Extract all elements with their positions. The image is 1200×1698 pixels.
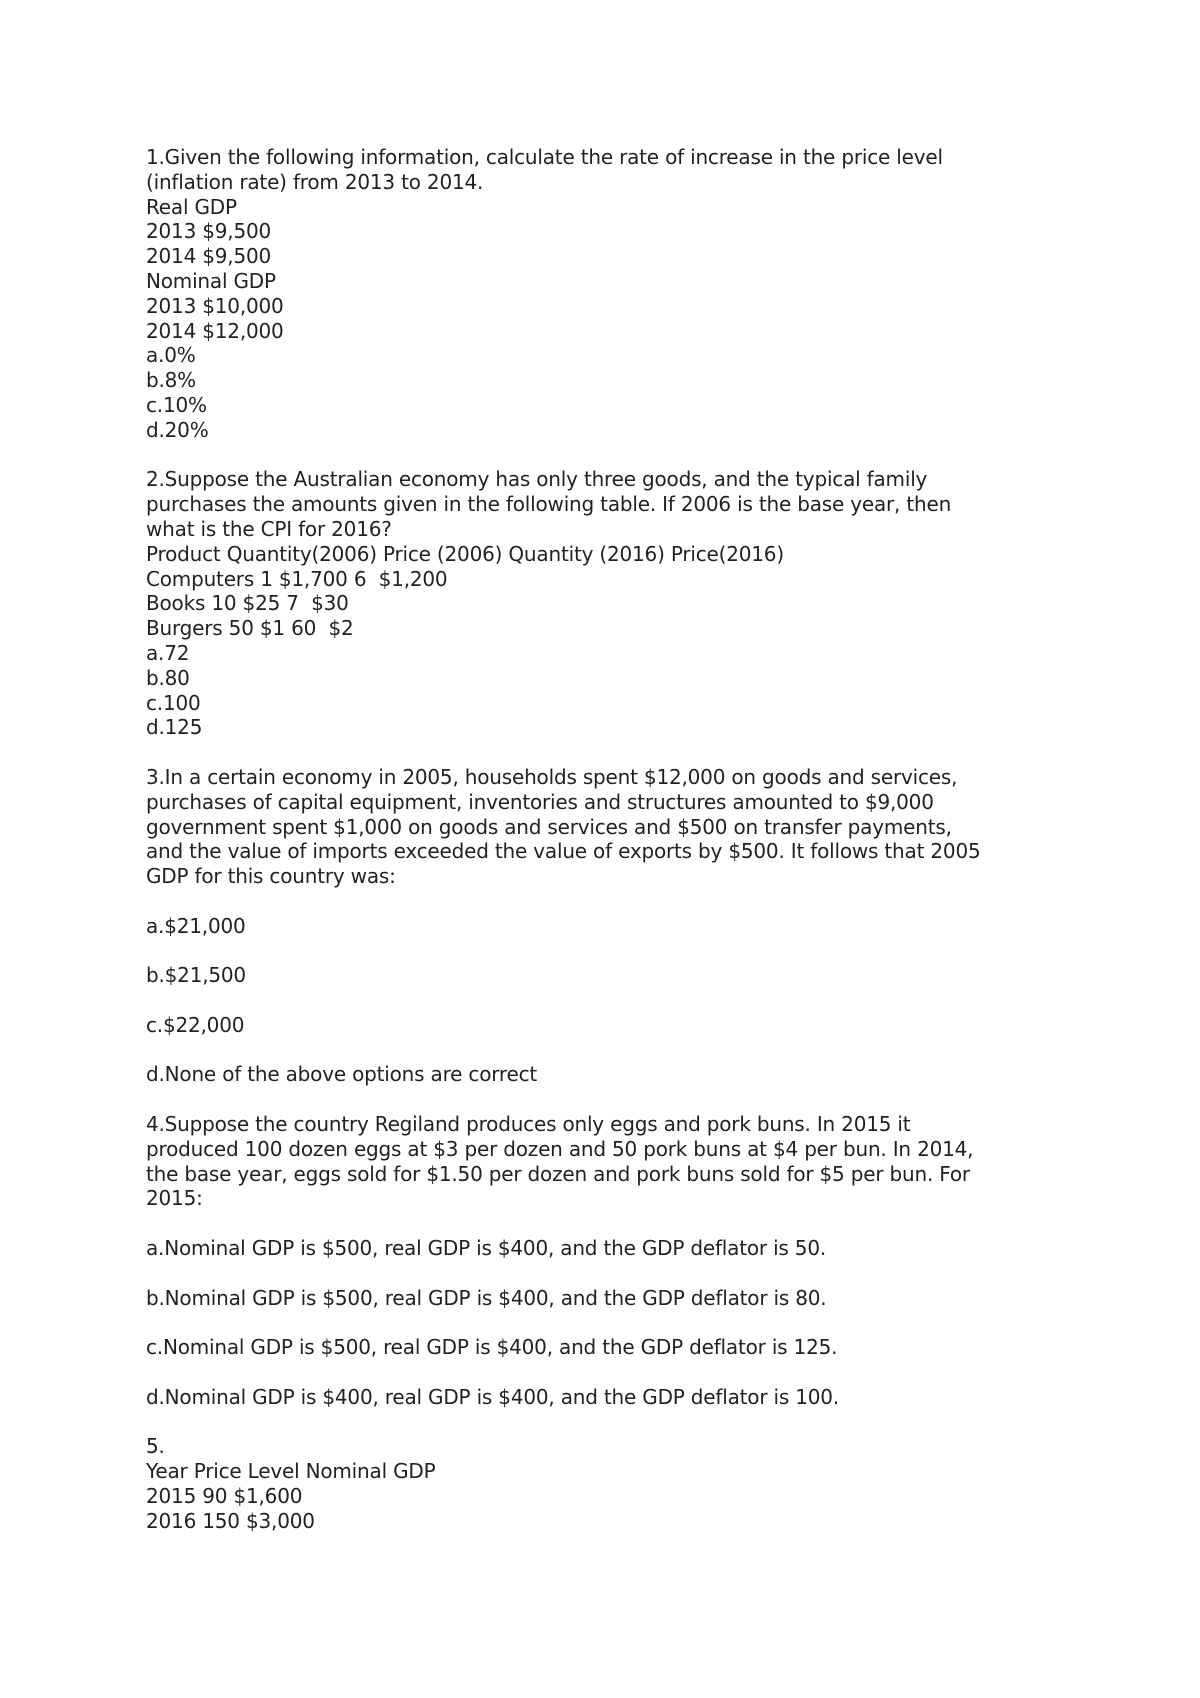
question-prompt-line: GDP for this country was: (146, 864, 396, 889)
answer-option: a.72 (146, 640, 190, 665)
data-line: 2013 $10,000 (146, 293, 284, 318)
answer-option: c.100 (146, 690, 201, 715)
question-prompt-line: 5. (146, 1434, 165, 1459)
question-prompt-line: and the value of imports exceeded the value of exports by $500. It follows that 2005 (146, 839, 981, 864)
answer-option: a.0% (146, 343, 196, 368)
question-1 (146, 145, 1106, 443)
data-line: 2014 $12,000 (146, 318, 284, 343)
data-line: 2013 $9,500 (146, 219, 272, 244)
answer-option: a.Nominal GDP is $500, real GDP is $400, and the GDP deflator is 50. (146, 1236, 827, 1261)
answer-option: b.80 (146, 665, 190, 690)
data-line: Year Price Level Nominal GDP (146, 1459, 436, 1484)
data-line: 2016 150 $3,000 (146, 1508, 315, 1533)
data-line: Burgers 50 $1 60 $2 (146, 616, 354, 641)
question-prompt-line: what is the CPI for 2016? (146, 516, 392, 541)
data-line: Computers 1 $1,700 6 $1,200 (146, 566, 448, 591)
question-prompt-line: the base year, eggs sold for $1.50 per dozen and pork buns sold for $5 per bun. For (146, 1161, 970, 1186)
answer-option: b.$21,500 (146, 963, 246, 988)
answer-option: d.None of the above options are correct (146, 1062, 538, 1087)
answer-option: d.125 (146, 715, 203, 740)
data-line: Nominal GDP (146, 268, 276, 293)
answer-option: d.20% (146, 417, 209, 442)
question-prompt-line: 1.Given the following information, calculate the rate of increase in the price level (146, 145, 943, 169)
data-line: Real GDP (146, 194, 237, 219)
data-line: Books 10 $25 7 $30 (146, 591, 349, 616)
answer-option: b.Nominal GDP is $500, real GDP is $400, and the GDP deflator is 80. (146, 1285, 827, 1310)
question-prompt-line: purchases of capital equipment, inventories and structures amounted to $9,000 (146, 789, 934, 814)
question-prompt-line: 4.Suppose the country Regiland produces only eggs and pork buns. In 2015 it (146, 1112, 911, 1137)
answer-option: c.$22,000 (146, 1012, 245, 1037)
question-prompt-line: (inflation rate) from 2013 to 2014. (146, 169, 484, 194)
question-prompt-line: 3.In a certain economy in 2005, households spent $12,000 on goods and services, (146, 764, 958, 789)
question-prompt-line: government spent $1,000 on goods and services and $500 on transfer payments, (146, 814, 952, 839)
question-4 (146, 1112, 1106, 1410)
answer-option: c.10% (146, 392, 207, 417)
question-prompt-line: 2015: (146, 1186, 203, 1211)
question-2 (146, 467, 1106, 740)
document-page (146, 145, 1106, 1534)
question-prompt-line: 2.Suppose the Australian economy has only three goods, and the typical family (146, 467, 928, 492)
data-line: 2014 $9,500 (146, 244, 272, 269)
question-5 (146, 1434, 1106, 1533)
question-prompt-line: purchases the amounts given in the following table. If 2006 is the base year, then (146, 492, 952, 517)
data-line: Product Quantity(2006) Price (2006) Quantity (2016) Price(2016) (146, 541, 784, 566)
answer-option: a.$21,000 (146, 913, 246, 938)
question-3 (146, 765, 1106, 1087)
question-prompt-line: produced 100 dozen eggs at $3 per dozen and 50 pork buns at $4 per bun. In 2014, (146, 1136, 974, 1161)
answer-option: c.Nominal GDP is $500, real GDP is $400, and the GDP deflator is 125. (146, 1335, 838, 1360)
answer-option: d.Nominal GDP is $400, real GDP is $400, and the GDP deflator is 100. (146, 1384, 839, 1409)
answer-option: b.8% (146, 368, 196, 393)
data-line: 2015 90 $1,600 (146, 1484, 303, 1509)
